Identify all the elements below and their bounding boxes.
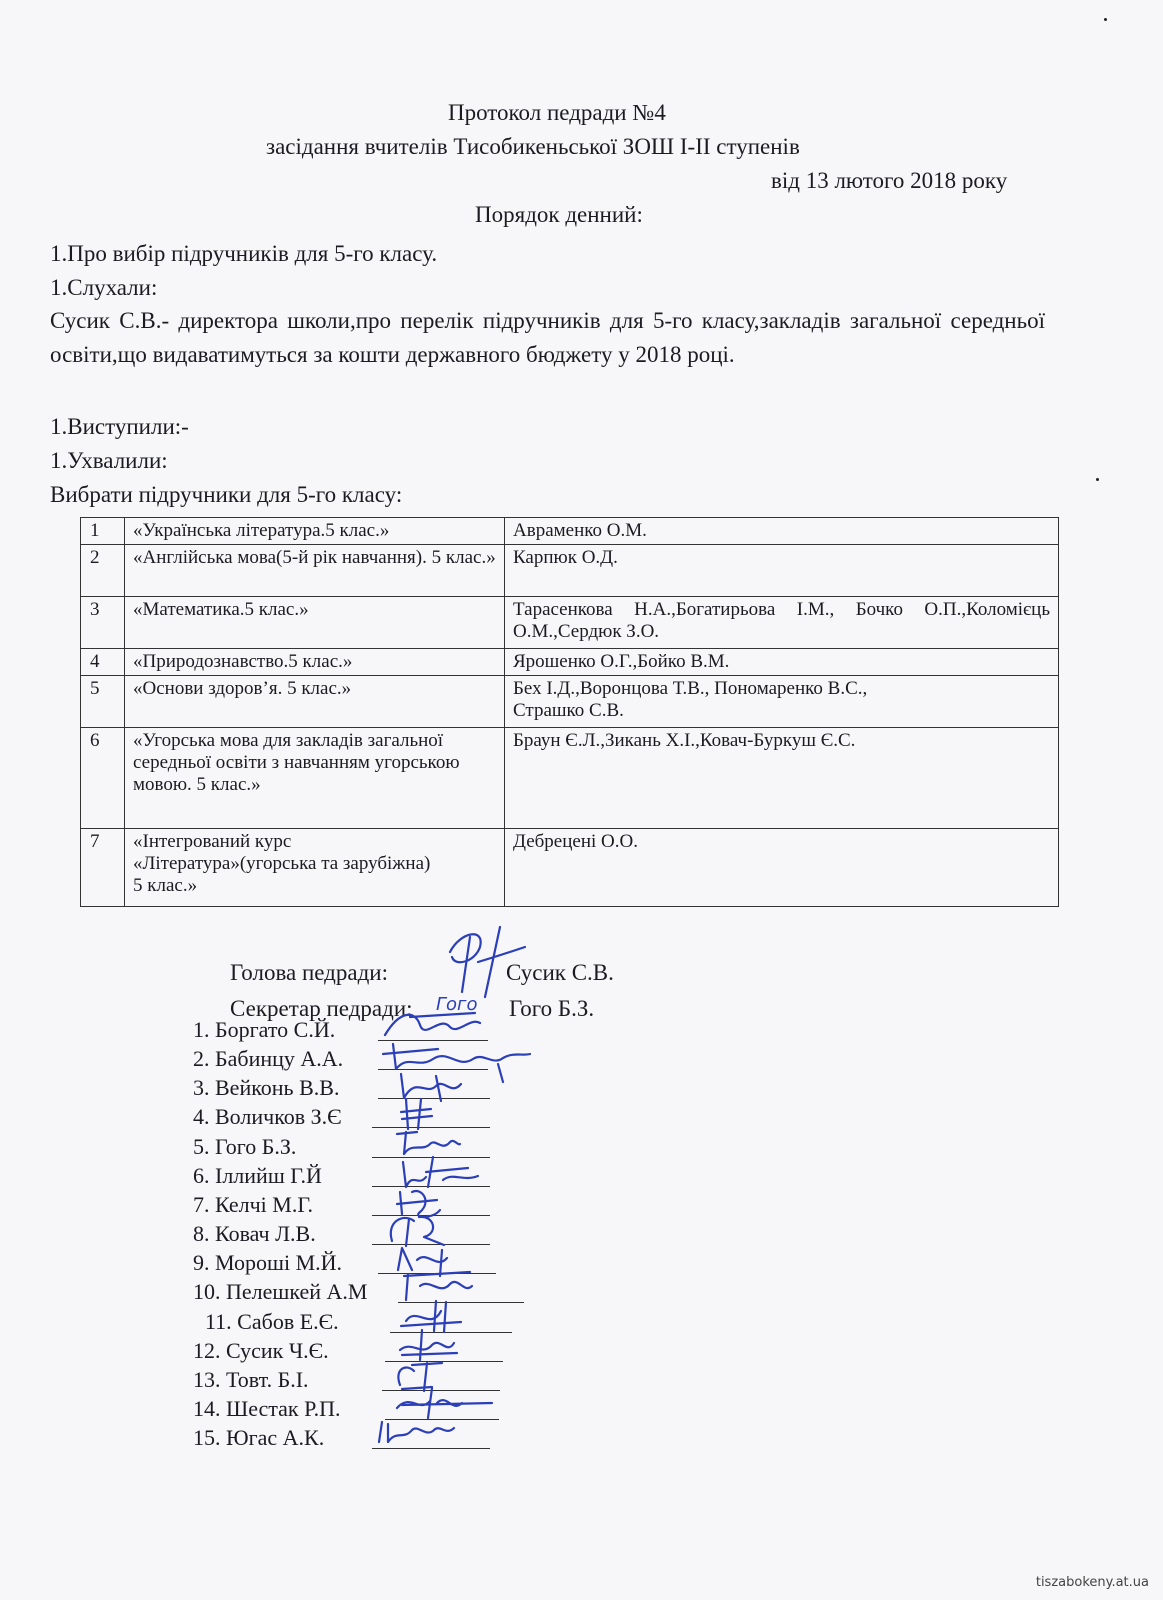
listened-text: Сусик С.В.- директора школи,про перелік підручників для 5-го класу,закладів загальної середньої освіти,що видаватимуться за кошти державного бюджету у 2018 році.: [50, 308, 1045, 367]
member-item: 11. Сабов Е.Є.: [205, 1309, 339, 1334]
member-item: 9. Мороші М.Й.: [193, 1250, 343, 1275]
member-item: 6. Іллийш Г.Й: [193, 1163, 322, 1188]
row-authors: Тарасенкова Н.А.,Богатирьова І.М., Бочко О.П.,Коломієць О.М.,Сердюк З.О.: [505, 597, 1059, 649]
table-row: [81, 829, 1059, 907]
secretary-name: Гого Б.З.: [509, 996, 595, 1021]
agenda-item-1: 1.Про вибір підручників для 5-го класу.: [50, 241, 438, 266]
row-authors: Авраменко О.М.: [505, 518, 1059, 545]
row-subject: «Природознавство.5 клас.»: [125, 649, 505, 676]
row-subject: «Інтегрований курс «Література»(угорська та зарубіжна) 5 клас.»: [125, 829, 505, 907]
row-number: 5: [81, 676, 125, 728]
row-subject: «Українська література.5 клас.»: [125, 518, 505, 545]
member-item: 10. Пелешкей А.М: [193, 1279, 368, 1304]
table-row: [81, 676, 1059, 728]
member-item: 2. Бабинцу А.А.: [193, 1046, 344, 1071]
row-number: 3: [81, 597, 125, 649]
row-subject: «Англійська мова(5-й рік навчання). 5 клас.»: [125, 545, 505, 597]
row-authors: Бех І.Д.,Воронцова Т.В., Пономаренко В.С., Страшко С.В.: [505, 676, 1059, 728]
table-row: [81, 518, 1059, 545]
row-authors: Браун Є.Л.,Зикань Х.І.,Ковач-Буркуш Є.С.: [505, 728, 1059, 829]
member-item: 7. Келчі М.Г.: [193, 1192, 314, 1217]
textbooks-table: [80, 517, 1059, 907]
document-subtitle: засідання вчителів Тисобикеньської ЗОШ І-ІІ ступенів: [266, 134, 800, 159]
member-item: 14. Шестак Р.П.: [193, 1396, 341, 1421]
resolved-label: 1.Ухвалили:: [50, 448, 168, 473]
row-number: 6: [81, 728, 125, 829]
member-item: 3. Вейконь В.В.: [193, 1075, 340, 1100]
document-title: Протокол педради №4: [448, 100, 666, 125]
choose-text: Вибрати підручники для 5-го класу:: [50, 482, 403, 507]
member-item: 5. Гого Б.З.: [193, 1134, 297, 1159]
document-date: від 13 лютого 2018 року: [771, 168, 1008, 193]
row-authors: Ярошенко О.Г.,Бойко В.М.: [505, 649, 1059, 676]
table-row: [81, 649, 1059, 676]
row-subject: «Математика.5 клас.»: [125, 597, 505, 649]
member-item: 4. Воличков З.Є: [193, 1104, 342, 1129]
scan-speck: [1096, 478, 1099, 481]
row-number: 1: [81, 518, 125, 545]
row-subject: «Угорська мова для закладів загальної середньої освіти з навчанням угорською мовою. 5 клас.»: [125, 728, 505, 829]
member-signature: [374, 1414, 464, 1450]
member-item: 15. Югас А.К.: [193, 1425, 325, 1450]
row-number: 4: [81, 649, 125, 676]
spoke-label: 1.Виступили:-: [50, 414, 189, 439]
chair-signature: [440, 922, 530, 1002]
member-item: 8. Ковач Л.В.: [193, 1221, 316, 1246]
member-item: 12. Сусик Ч.Є.: [193, 1338, 329, 1363]
chair-label: Голова педради:: [230, 960, 388, 985]
watermark: tiszabokeny.at.ua: [1035, 1575, 1149, 1590]
row-number: 2: [81, 545, 125, 597]
row-subject: «Основи здоров’я. 5 клас.»: [125, 676, 505, 728]
table-row: [81, 728, 1059, 829]
row-number: 7: [81, 829, 125, 907]
table-row: [81, 545, 1059, 597]
chair-name: Сусик С.В.: [506, 960, 614, 985]
member-item: 13. Товт. Б.І.: [193, 1367, 309, 1392]
listened-label: 1.Слухали:: [50, 275, 158, 300]
secretary-signature: Гого: [436, 994, 478, 1015]
member-item: 1. Боргато С.Й.: [193, 1017, 336, 1042]
scan-speck: [1104, 18, 1107, 21]
row-authors: Дебрецені О.О.: [505, 829, 1059, 907]
table-row: [81, 597, 1059, 649]
secretary-label: Секретар педради:: [230, 996, 413, 1021]
agenda-heading: Порядок денний:: [475, 202, 643, 227]
row-authors: Карпюк О.Д.: [505, 545, 1059, 597]
